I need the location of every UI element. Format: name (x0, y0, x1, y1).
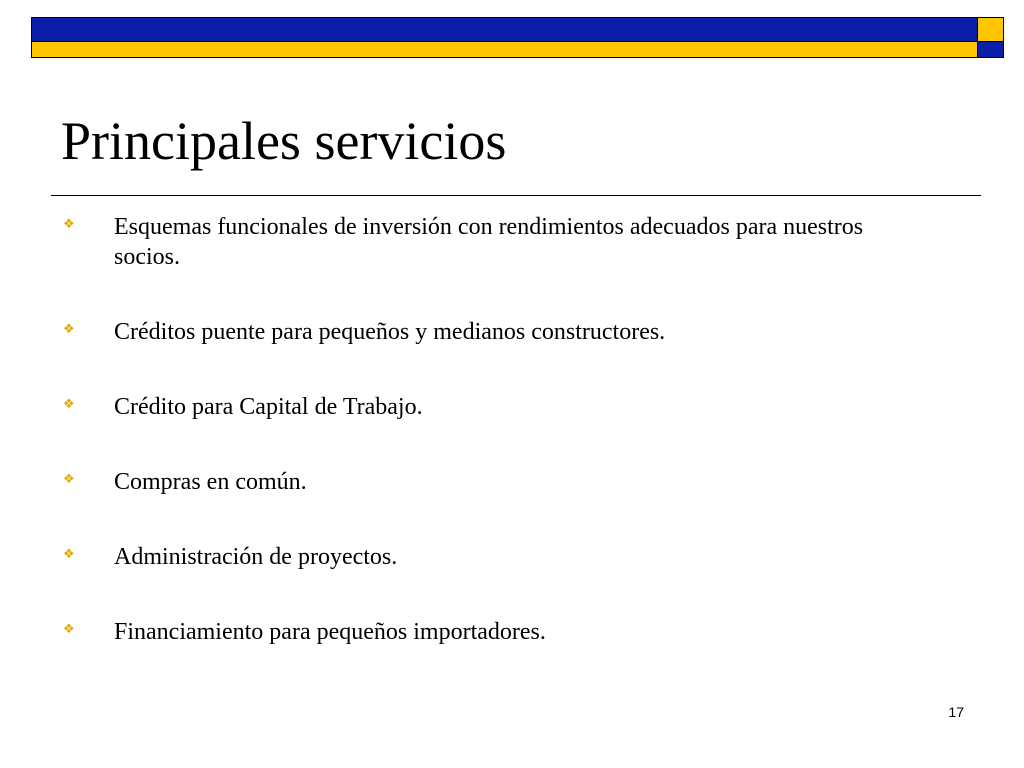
title-divider (51, 195, 981, 196)
header-corner-blue (978, 42, 1004, 58)
header-corner-gold (978, 17, 1004, 42)
bullet-text: Crédito para Capital de Trabajo. (114, 394, 423, 420)
page-number: 17 (948, 704, 964, 720)
header-bar-blue (31, 17, 978, 42)
slide-title: Principales servicios (61, 111, 507, 171)
bullet-text: Administración de proyectos. (114, 544, 398, 570)
diamond-bullet-icon: ❖ (63, 622, 75, 637)
diamond-bullet-icon: ❖ (63, 547, 75, 562)
bullet-text: Compras en común. (114, 469, 307, 495)
diamond-bullet-icon: ❖ (63, 397, 75, 412)
header-bar-gold (31, 42, 978, 58)
bullet-text: Financiamiento para pequeños importadores. (114, 619, 546, 645)
diamond-bullet-icon: ❖ (63, 472, 75, 487)
diamond-bullet-icon: ❖ (63, 322, 75, 337)
bullet-text: Esquemas funcionales de inversión con rendimientos adecuados para nuestros socios. (114, 214, 864, 270)
bullet-text: Créditos puente para pequeños y medianos constructores. (114, 319, 666, 345)
diamond-bullet-icon: ❖ (63, 217, 75, 232)
